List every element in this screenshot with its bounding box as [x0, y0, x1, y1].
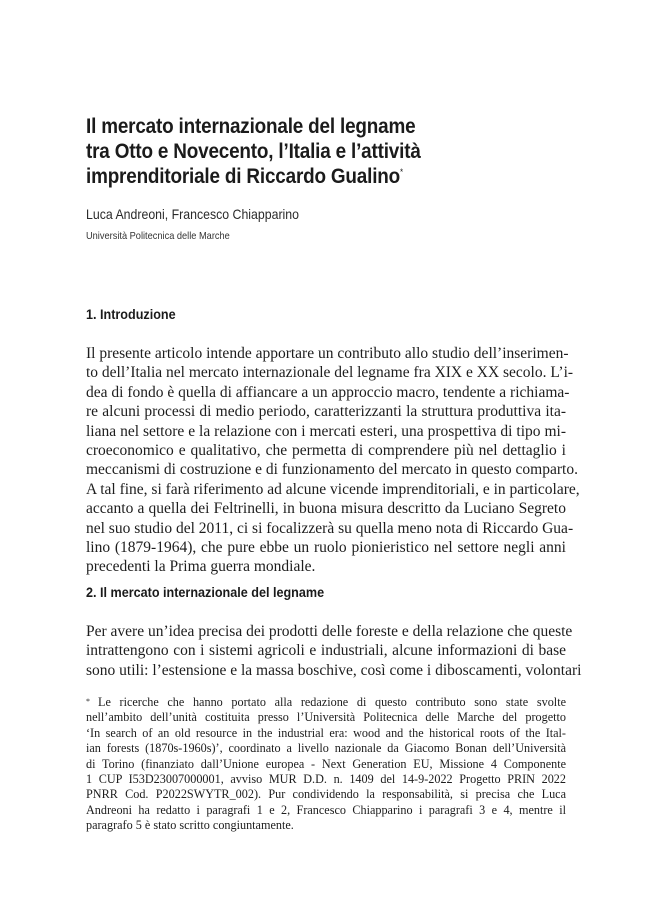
footnote-line: nell’ambito dell’unità costituita presso l’Università Politecnica delle Marche del progetto: [86, 710, 566, 725]
title-line: imprenditoriale di Riccardo Gualino*: [86, 165, 403, 188]
footnote-line: di Torino (finanziato dall’Unione europea - Next Generation EU, Missione 4 Componente: [86, 756, 566, 771]
footnote-line: ‘In search of an old resource in the industrial era: wood and the historical roots of the Ital-: [86, 725, 566, 740]
section-heading-introduzione: 1. Introduzione: [86, 306, 176, 322]
title-line: tra Otto e Novecento, l’Italia e l’attività: [86, 140, 421, 163]
section-heading-mercato: 2. Il mercato internazionale del legname: [86, 584, 325, 600]
article-title: [86, 114, 518, 189]
text-line: croeconomico e qualitativo, che permetta di comprendere più nel dettaglio i: [86, 441, 566, 459]
text-line: Per avere un’idea precisa dei prodotti delle foreste e della relazione che queste: [86, 623, 573, 640]
text-line: precedenti la Prima guerra mondiale.: [86, 558, 316, 576]
footnote-line: PNRR Cod. P2022SWYTR_002). Pur condividendo la responsabilità, si precisa che Luca: [86, 787, 566, 802]
text-line: liana nel settore e la relazione con i mercati esteri, una prospettiva di tipo mi-: [86, 422, 566, 440]
footnote-line: Andreoni ha redatto i paragrafi 1 e 2, Francesco Chiapparino i paragrafi 3 e 4, mentre il: [86, 802, 566, 817]
text-line: A tal fine, si farà riferimento ad alcune vicende imprenditoriali, e in particolare,: [86, 480, 580, 498]
footnote-mark: *: [86, 697, 90, 706]
text-line: nel suo studio del 2011, ci si focalizzerà su quella meno nota di Riccardo Gua-: [86, 519, 574, 537]
affiliation: Università Politecnica delle Marche: [86, 230, 230, 242]
text-line: re alcuni processi di medio periodo, caratterizzanti la struttura produttiva ita-: [86, 403, 566, 421]
footnote-line: 1 CUP I53D23007000001, avviso MUR D.D. n. 1409 del 14-9-2022 Progetto PRIN 2022: [86, 771, 566, 786]
footnote-line: ian forests (1870s-1960s)’, coordinato a livello nazionale da Giacomo Bonan dell’Università: [86, 741, 566, 756]
authors: Luca Andreoni, Francesco Chiapparino: [86, 206, 300, 222]
footnote-line: paragrafo 5 è stato scritto congiuntamente.: [86, 818, 294, 833]
text-line: to dell’Italia nel mercato internazionale del legname fra XIX e XX secolo. L’i-: [86, 364, 574, 382]
footnote-line: * Le ricerche che hanno portato alla redazione di questo contributo sono state svolte: [86, 695, 566, 709]
section-body-introduzione: [86, 344, 580, 577]
text-line: lino (1879-1964), che pure ebbe un ruolo pionieristico nel settore negli anni: [86, 538, 566, 556]
text-line: Il presente articolo intende apportare un contributo allo studio dell’inserimen-: [86, 345, 569, 362]
text-line: intrattengono con i sistemi agricoli e industriali, alcune informazioni di base: [86, 642, 566, 660]
title-line: Il mercato internazionale del legname: [86, 115, 416, 138]
footnote: [86, 695, 566, 834]
text-line: sono utili: l’estensione e la massa boschive, così come i diboscamenti, volontari: [86, 661, 582, 679]
text-line: dea di fondo è quella di affiancare a un approccio macro, tendente a richiama-: [86, 383, 570, 401]
section-body-mercato: [86, 622, 582, 680]
title-footnote-mark: *: [400, 167, 403, 177]
text-line: accanto a quella dei Feltrinelli, in buona misura descritto da Luciano Segreto: [86, 500, 566, 518]
text-line: meccanismi di costruzione e di funzionamento del mercato in questo comparto.: [86, 461, 578, 479]
